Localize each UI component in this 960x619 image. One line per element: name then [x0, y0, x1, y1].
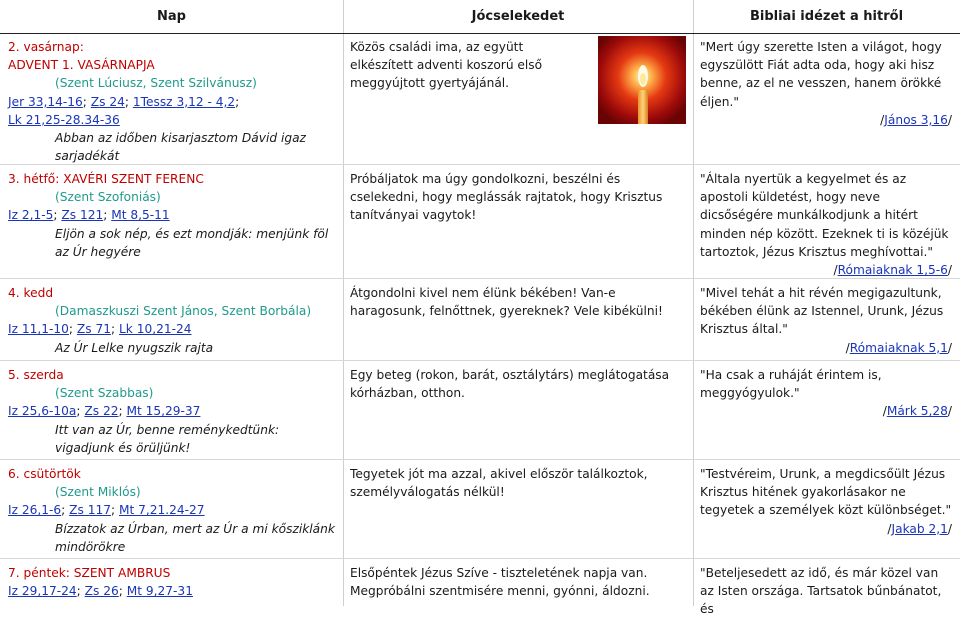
reading-link[interactable]: Iz 29,17-24 [8, 584, 77, 599]
header-nap: Nap [157, 9, 186, 24]
header-bibliai-idezet: Bibliai idézet a hitről [749, 9, 904, 24]
quote-reference: /Rómaiaknak 5,1/ [845, 340, 952, 355]
reading-link[interactable]: Zs 121 [61, 208, 104, 223]
column-divider [343, 0, 344, 606]
reading-link[interactable]: 1Tessz 3,12 - 4,2 [132, 94, 236, 109]
quote-reference: /Jakab 2,1/ [887, 521, 952, 536]
readings-line: Iz 29,17-24; Zs 26; Mt 9,27-31 [8, 584, 193, 599]
saints-line: (Szent Miklós) [55, 485, 141, 500]
quote-cell [700, 170, 952, 279]
row-divider [0, 459, 960, 460]
readings-line: Iz 26,1-6; Zs 117; Mt 7,21.24-27 [8, 503, 205, 518]
reading-link[interactable]: Zs 26 [84, 584, 119, 599]
quote-text: "Beteljesedett az idő, és már közel van az Isten országa. Tartsatok bűnbánatot, és [700, 566, 942, 617]
quote-text: "Általa nyertük a kegyelmet és az apostoli küldetést, hogy neve dicsőségére munkálkodjunk a hitért minden nép között. Ezeknek ti is közéjük tartoztok, Jézus Krisztus meghívottai." [700, 172, 949, 259]
saints-line: (Damaszkuszi Szent János, Szent Borbála) [55, 304, 312, 319]
reading-link[interactable]: Zs 117 [69, 503, 111, 518]
readings-line: Jer 33,14-16; Zs 24; 1Tessz 3,12 - 4,2; [8, 94, 240, 109]
reading-link[interactable]: Lk 10,21-24 [118, 322, 192, 337]
saints-line: (Szent Szabbas) [55, 386, 154, 401]
reading-link[interactable]: Mt 8,5-11 [111, 208, 170, 223]
deed-cell: Közös családi ima, az együtt elkészített adventi koszorú első meggyújtott gyertyájánál. [350, 40, 543, 91]
motto-text: Az Úr Lelke nyugszik rajta [55, 340, 214, 355]
reading-link[interactable]: Iz 2,1-5 [8, 208, 54, 223]
reading-link[interactable]: Zs 24 [90, 94, 125, 109]
day-title-feast: ADVENT 1. VASÁRNAPJA [8, 58, 155, 73]
day-cell-dec-2 [8, 38, 338, 165]
motto-text: Bízzatok az Úrban, mert az Úr a mi kősziklánk mindörökre [55, 521, 335, 554]
day-title: 7. péntek: SZENT AMBRUS [8, 566, 171, 580]
reading-link[interactable]: Iz 25,6-10a [8, 404, 77, 419]
reading-link[interactable]: Mt 7,21.24-27 [118, 503, 205, 518]
day-title: 5. szerda [8, 368, 64, 382]
day-title: 6. csütörtök [8, 467, 81, 481]
day-title: 3. hétfő: XAVÉRI SZENT FERENC [8, 172, 204, 186]
saints-line: (Szent Lúciusz, Szent Szilvánusz) [55, 76, 257, 91]
quote-cell [700, 366, 952, 421]
quote-cell [700, 284, 952, 357]
reading-link[interactable]: Iz 26,1-6 [8, 503, 62, 518]
reference-link[interactable]: Márk 5,28 [886, 404, 948, 419]
readings-line: Iz 11,1-10; Zs 71; Lk 10,21-24 [8, 322, 192, 337]
day-cell-dec-5 [8, 366, 338, 457]
motto-text: Itt van az Úr, benne reménykedtünk: vigadjunk és örüljünk! [55, 422, 280, 455]
quote-reference: /Márk 5,28/ [882, 404, 952, 419]
saints-line: (Szent Szofoniás) [55, 190, 161, 205]
reading-link[interactable]: Iz 11,1-10 [8, 322, 69, 337]
row-divider [0, 360, 960, 361]
reference-link[interactable]: Rómaiaknak 1,5-6 [837, 263, 948, 278]
reading-link[interactable]: Lk 21,25-28.34-36 [8, 112, 120, 127]
row-divider [0, 558, 960, 559]
reading-link[interactable]: Jer 33,14-16 [8, 94, 83, 109]
quote-text: "Mivel tehát a hit révén megigazultunk, békében élünk az Istennel, Urunk, Jézus Krisztus által." [700, 286, 944, 337]
reading-link[interactable]: Zs 22 [84, 404, 119, 419]
deed-cell: Átgondolni kivel nem élünk békében! Van-e haragosunk, felnőttnek, gyereknek? Vele kibékülni! [350, 286, 663, 319]
candle-image [598, 36, 686, 124]
day-cell-dec-6 [8, 465, 338, 556]
reference-link[interactable]: Rómaiaknak 5,1 [849, 340, 948, 355]
quote-cell [700, 38, 952, 129]
readings-line: Iz 2,1-5; Zs 121; Mt 8,5-11 [8, 208, 170, 223]
day-cell-dec-7 [8, 564, 338, 600]
reading-link[interactable]: Mt 9,27-31 [126, 584, 193, 599]
day-title: 4. kedd [8, 286, 54, 300]
quote-text: "Mert úgy szerette Isten a világot, hogy egyszülött Fiát adta oda, hogy aki hisz benne, az el ne vesszen, hanem örökké éljen." [700, 40, 942, 109]
header-jocselekedet: Jócselekedet [471, 9, 565, 24]
quote-text: "Testvéreim, Urunk, a megdicsőült Jézus Krisztus hitének gyakorlásakor ne tegyetek a személyek közt különbséget." [700, 467, 952, 518]
quote-reference: /Rómaiaknak 1,5-6/ [833, 263, 952, 278]
quote-cell [700, 465, 952, 538]
deed-cell: Elsőpéntek Jézus Szíve - tiszteletének napja van. Megpróbálni szentmisére menni, gyónni, áldozni. [350, 566, 650, 599]
readings-line: Iz 25,6-10a; Zs 22; Mt 15,29-37 [8, 404, 201, 419]
reading-link[interactable]: Zs 71 [76, 322, 111, 337]
column-divider [693, 0, 694, 606]
motto-text: Eljön a sok nép, és ezt mondják: menjünk föl az Úr hegyére [55, 226, 329, 259]
reference-link[interactable]: János 3,16 [884, 112, 948, 127]
quote-text: "Ha csak a ruháját érintem is, meggyógyulok." [700, 368, 882, 401]
readings-line [8, 111, 338, 129]
deed-cell: Próbáljatok ma úgy gondolkozni, beszélni és cselekedni, hogy meglássák rajtatok, hogy Krisztus tanítványai vagytok! [350, 172, 663, 223]
quote-reference: /János 3,16/ [880, 112, 952, 127]
motto-text: Abban az időben kisarjasztom Dávid igaz sarjadékát [55, 131, 306, 164]
reading-link[interactable]: Mt 15,29-37 [126, 404, 201, 419]
day-title: 2. vasárnap: [8, 40, 84, 54]
deed-cell: Tegyetek jót ma azzal, akivel először találkoztok, személyválogatás nélkül! [350, 467, 648, 500]
reference-link[interactable]: Jakab 2,1 [891, 521, 948, 536]
header-divider [0, 33, 960, 34]
day-cell-dec-3 [8, 170, 338, 261]
quote-cell [700, 564, 952, 619]
deed-cell: Egy beteg (rokon, barát, osztálytárs) meglátogatása kórházban, otthon. [350, 368, 670, 401]
day-cell-dec-4 [8, 284, 338, 357]
